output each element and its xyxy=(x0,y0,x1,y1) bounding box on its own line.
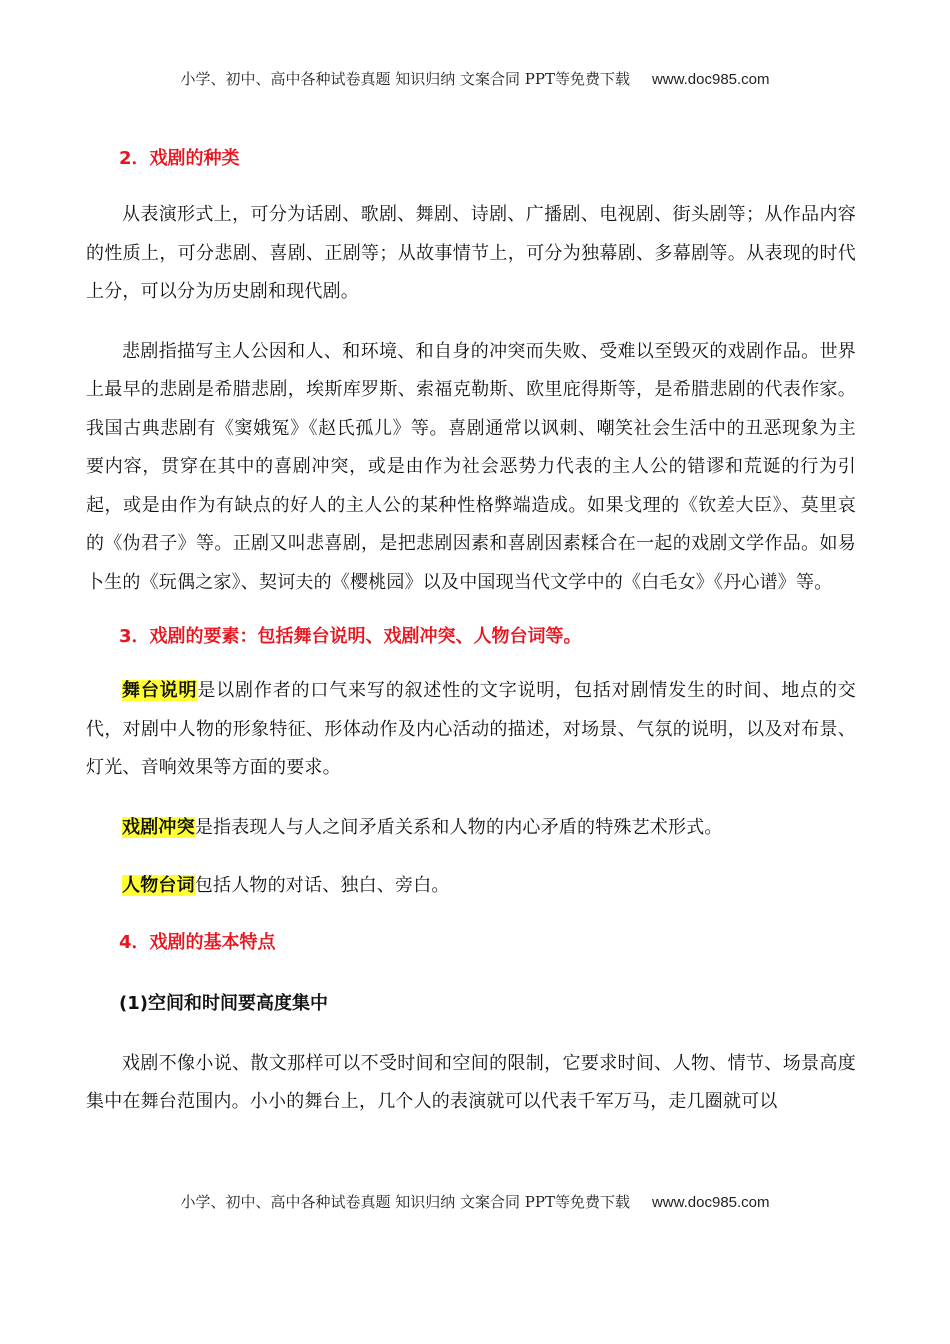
section-4-title: 4．戏剧的基本特点 xyxy=(119,931,276,953)
stage-direction-definition: 是以剧作者的口气来写的叙述性的文字说明，包括对剧情发生的时间、地点的交代，对剧中人物的形象特征、形体动作及内心活动的描述，对场景、气氛的说明，以及对布景、灯光、音响效果等方面的要求。 xyxy=(86,680,856,778)
header-text: 小学、初中、高中各种试卷真题 知识归纳 文案合同 PPT等免费下载 xyxy=(180,70,630,88)
document-body xyxy=(86,138,856,1122)
header-site-link[interactable]: www.doc985.com xyxy=(651,71,770,88)
section-4-subtitle-1: (1)空间和时间要高度集中 xyxy=(119,992,328,1014)
section-2-paragraph-1: 从表演形式上，可分为话剧、歌剧、舞剧、诗剧、广播剧、电视剧、街头剧等；从作品内容的性质上，可分悲剧、喜剧、正剧等；从故事情节上，可分为独幕剧、多幕剧等。从表现的时代上分，可以分为历史剧和现代剧。 xyxy=(86,204,856,302)
page-header xyxy=(0,68,950,89)
term-dramatic-conflict: 戏剧冲突 xyxy=(122,816,195,838)
footer-text: 小学、初中、高中各种试卷真题 知识归纳 文案合同 PPT等免费下载 xyxy=(180,1193,630,1211)
character-lines-definition: 包括人物的对话、独白、旁白。 xyxy=(194,875,450,896)
section-4-paragraph-1: 戏剧不像小说、散文那样可以不受时间和空间的限制，它要求时间、人物、情节、场景高度集中在舞台范围内。小小的舞台上，几个人的表演就可以代表千军万马，走几圈就可以 xyxy=(86,1052,856,1112)
dramatic-conflict-paragraph xyxy=(86,809,856,848)
footer-site-link[interactable]: www.doc985.com xyxy=(651,1194,770,1211)
term-character-lines: 人物台词 xyxy=(122,875,195,896)
section-2-title: 2．戏剧的种类 xyxy=(119,148,240,169)
section-2-paragraph-2: 悲剧指描写主人公因和人、和环境、和自身的冲突而失败、受难以至毁灭的戏剧作品。世界上最早的悲剧是希腊悲剧，埃斯库罗斯、索福克勒斯、欧里庇得斯等，是希腊悲剧的代表作家。我国古典悲剧有《窦娥冤》《赵氏孤儿》等。喜剧通常以讽刺、嘲笑社会生活中的丑恶现象为主要内容，贯穿在其中的喜剧冲突，或是由作为社会恶势力代表的主人公的错谬和荒诞的行为引起，或是由作为有缺点的好人的主人公的某种性格弊端造成。如果戈理的《钦差大臣》、莫里哀的《伪君子》等。正剧又叫悲喜剧，是把悲剧因素和喜剧因素糅合在一起的戏剧文学作品。如易卜生的《玩偶之家》、契诃夫的《樱桃园》以及中国现当代文学中的《白毛女》《丹心谱》等。 xyxy=(86,340,856,593)
stage-direction-paragraph xyxy=(86,672,856,788)
page-footer xyxy=(0,1191,950,1212)
dramatic-conflict-definition: 是指表现人与人之间矛盾关系和人物的内心矛盾的特殊艺术形式。 xyxy=(194,816,723,838)
character-lines-paragraph xyxy=(86,867,856,906)
section-3-title: 3．戏剧的要素：包括舞台说明、戏剧冲突、人物台词等。 xyxy=(119,626,582,647)
term-stage-direction: 舞台说明 xyxy=(122,680,198,701)
